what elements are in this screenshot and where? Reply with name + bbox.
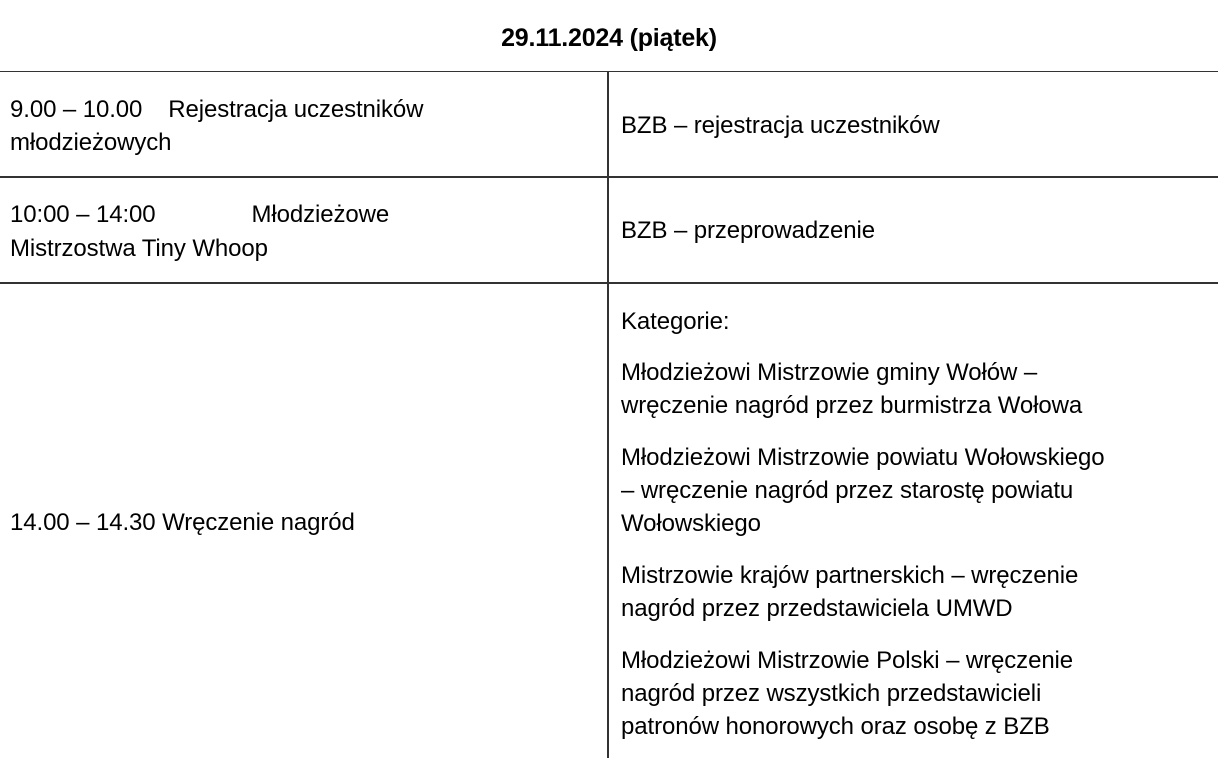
row-2-event: Młodzieżowe	[251, 201, 390, 228]
column-divider	[607, 72, 609, 758]
row-2-left-line-1	[10, 198, 389, 231]
row-2-responsible: BZB – przeprowadzenie	[621, 217, 876, 244]
row-1-left-line-2: młodzieżowych	[10, 129, 172, 156]
category-2-line-3: Wołowskiego	[621, 510, 761, 537]
category-4-line-2: nagród przez wszystkich przedstawicieli	[621, 680, 1042, 707]
category-3-line-2: nagród przez przedstawiciela UMWD	[621, 595, 1013, 622]
row-1-event: Rejestracja uczestników	[168, 96, 424, 123]
category-2-line-2: – wręczenie nagród przez starostę powiatu	[621, 477, 1074, 504]
row-divider-1	[0, 176, 1218, 178]
row-1-responsible: BZB – rejestracja uczestników	[621, 112, 940, 139]
schedule-date-title: 29.11.2024 (piątek)	[501, 24, 717, 52]
row-1-time: 9.00 – 10.00	[10, 96, 143, 123]
schedule-date-header	[0, 0, 1218, 72]
row-3-time-event: 14.00 – 14.30 Wręczenie nagród	[10, 509, 355, 536]
categories-heading: Kategorie:	[621, 308, 730, 335]
row-divider-2	[0, 282, 1218, 284]
category-1-line-2: wręczenie nagród przez burmistrza Wołowa	[621, 392, 1083, 419]
row-2-time: 10:00 – 14:00	[10, 201, 156, 228]
category-2-line-1: Młodzieżowi Mistrzowie powiatu Wołowskiego	[621, 444, 1105, 471]
category-4-line-1: Młodzieżowi Mistrzowie Polski – wręczenie	[621, 647, 1074, 674]
row-1-left-line-1	[10, 93, 423, 126]
category-4-line-3: patronów honorowych oraz osobę z BZB	[621, 713, 1050, 740]
row-2-left-line-2: Mistrzostwa Tiny Whoop	[10, 235, 268, 262]
category-1-line-1: Młodzieżowi Mistrzowie gminy Wołów –	[621, 359, 1038, 386]
category-3-line-1: Mistrzowie krajów partnerskich – wręczenie	[621, 562, 1079, 589]
